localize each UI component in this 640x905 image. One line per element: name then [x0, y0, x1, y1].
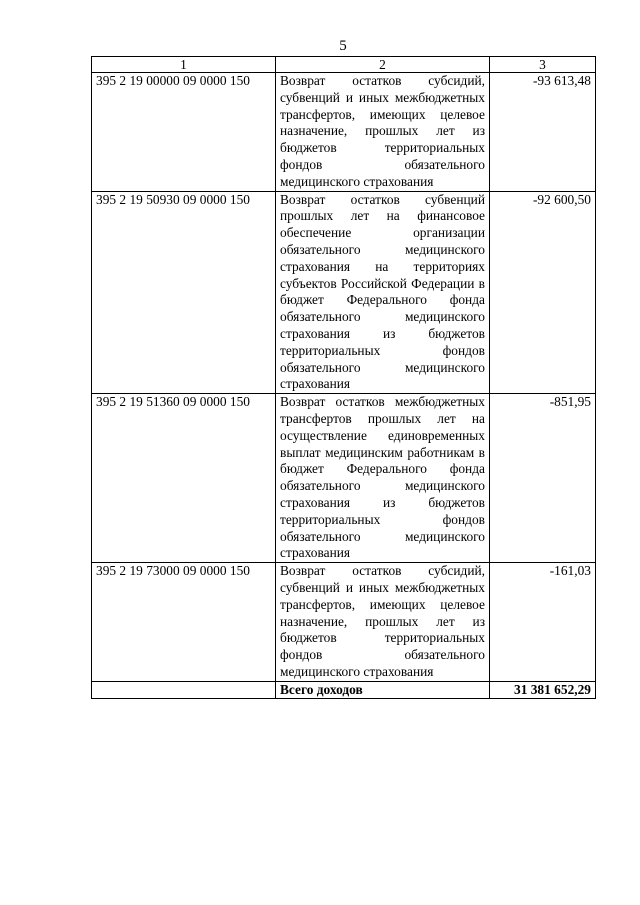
amount-cell: -851,95	[490, 394, 596, 563]
total-code-cell	[92, 681, 276, 699]
table-row	[92, 73, 596, 192]
total-label: Всего доходов	[276, 681, 490, 699]
budget-code-cell: 395 2 19 00000 09 0000 150	[92, 73, 276, 192]
column-header-3: 3	[490, 57, 596, 73]
total-row	[92, 681, 596, 699]
amount-cell: -161,03	[490, 563, 596, 682]
budget-code-cell: 395 2 19 73000 09 0000 150	[92, 563, 276, 682]
amount-cell: -92 600,50	[490, 191, 596, 394]
table-row	[92, 563, 596, 682]
column-header-1: 1	[92, 57, 276, 73]
page-number: 5	[339, 38, 347, 54]
total-amount: 31 381 652,29	[490, 681, 596, 699]
table-row	[92, 191, 596, 394]
description-cell: Возврат остатков субсидий, субвенций и иных межбюджетных трансфертов, имеющих целевое назначение, прошлых лет из бюджетов территориальных фондов обязательного медицинского страхования	[276, 563, 490, 682]
budget-code-cell: 395 2 19 51360 09 0000 150	[92, 394, 276, 563]
column-header-2: 2	[276, 57, 490, 73]
table-row	[92, 394, 596, 563]
income-table	[91, 56, 596, 699]
amount-cell: -93 613,48	[490, 73, 596, 192]
description-cell: Возврат остатков субвенций прошлых лет на финансовое обеспечение организации обязательного медицинского страхования на территориях субъектов Российской Федерации в бюджет Федерального фонда обязательного медицинского страхования из бюджетов территориальных фондов обязательного медицинского страхования	[276, 191, 490, 394]
budget-code-cell: 395 2 19 50930 09 0000 150	[92, 191, 276, 394]
table-header-row	[92, 57, 596, 73]
description-cell: Возврат остатков межбюджетных трансфертов прошлых лет на осуществление единовременных выплат медицинским работникам в бюджет Федерального фонда обязательного медицинского страхования из бюджетов территориальных фондов обязательного медицинского страхования	[276, 394, 490, 563]
description-cell: Возврат остатков субсидий, субвенций и иных межбюджетных трансфертов, имеющих целевое назначение, прошлых лет из бюджетов территориальных фондов обязательного медицинского страхования	[276, 73, 490, 192]
